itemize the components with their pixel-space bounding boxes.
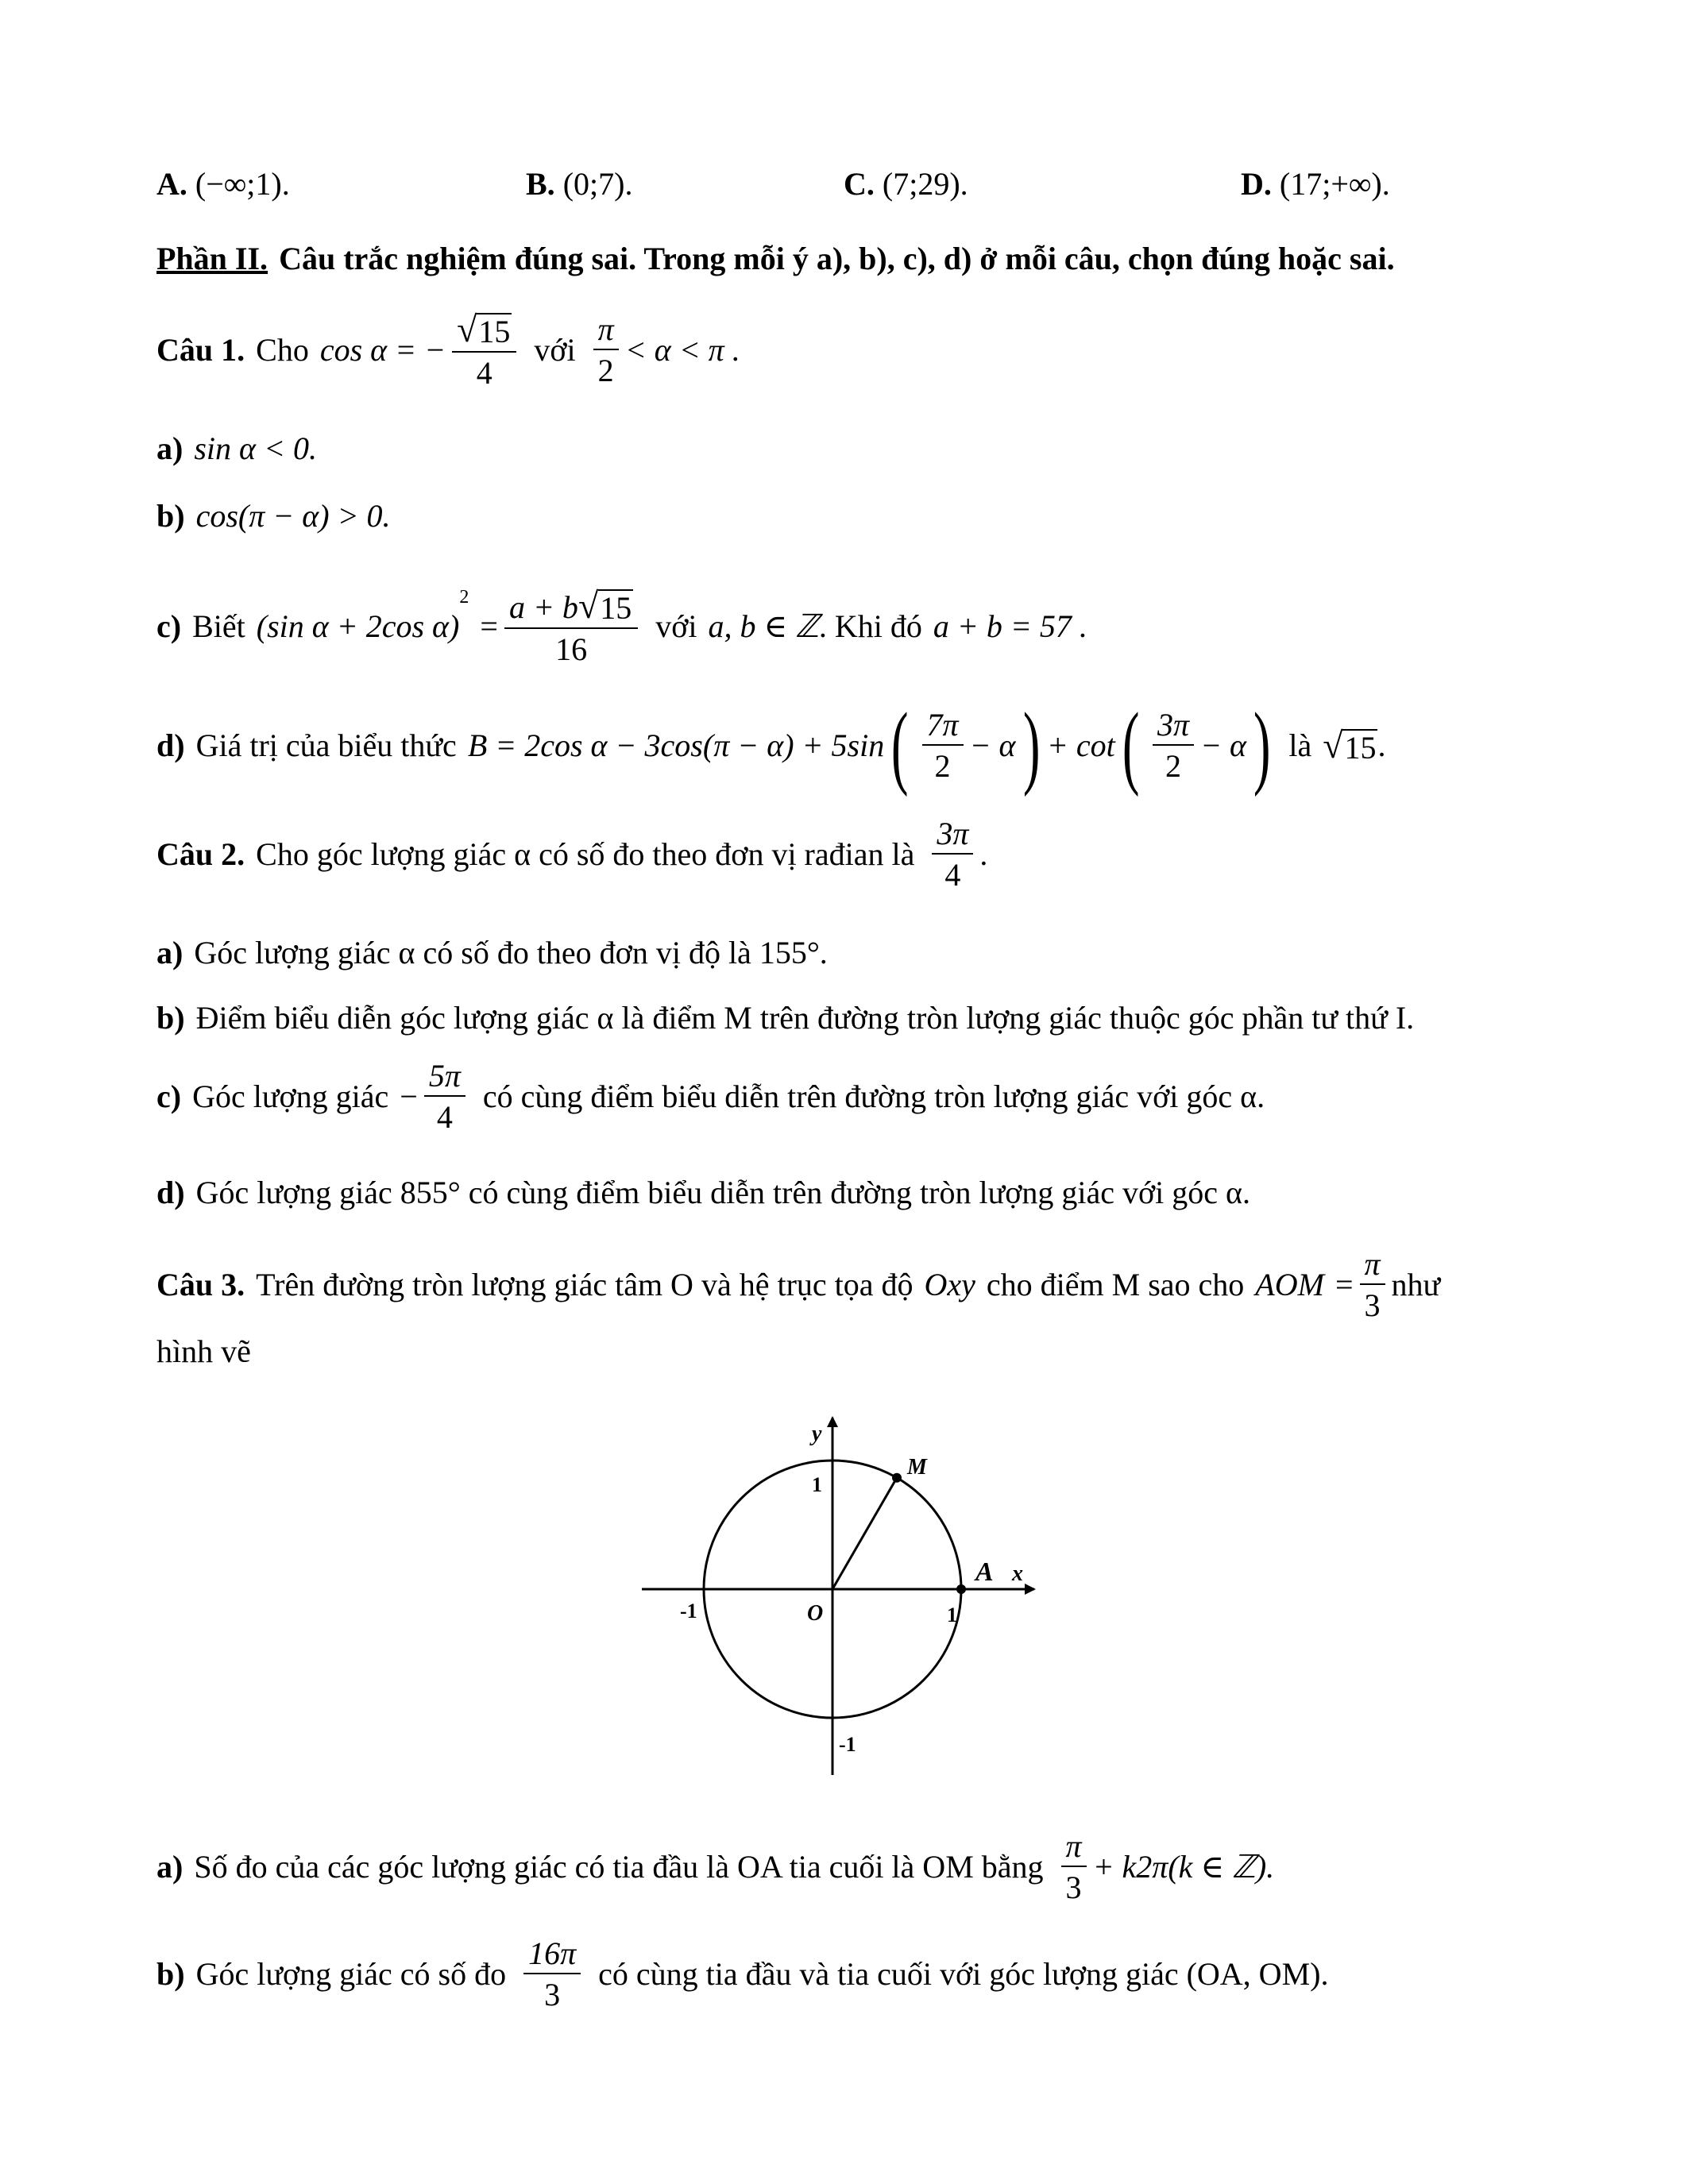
x-label: x: [1012, 1561, 1023, 1586]
point-a: [956, 1584, 966, 1594]
option-d: D. (17;+∞).: [1241, 166, 1390, 202]
q1-item-a: a) sin α < 0.: [156, 430, 317, 466]
q1-statement: Câu 1. Cho cos α = − √ 15 4 với $\frac{\pi}{2}$ < α < π .: [156, 309, 740, 391]
m-label: M: [907, 1455, 927, 1480]
option-b: B. (0;7).: [526, 166, 633, 202]
q3-statement-line2: hình vẽ: [156, 1333, 251, 1369]
unit-circle-figure: [635, 1414, 1049, 1779]
o-label: O: [807, 1601, 824, 1626]
y-label: y: [812, 1422, 822, 1446]
q3-item-a: a) Số đo của các góc lượng giác có tia đầu là OA tia cuối là OM bằng $\frac{\pi}{3}$ + k2π(k ∈ ℤ).: [156, 1828, 1275, 1905]
om-segment: [832, 1478, 897, 1589]
q1-item-b: b) cos(π − α) > 0.: [156, 498, 391, 534]
tick-label-minus1-x: -1: [680, 1599, 697, 1623]
q1-item-d: d) Giá trị của biểu thức B = 2cos α − 3cos(π − α) + 5sin ( $\frac{7\pi}{2}$ − α ) + cot ( $\frac{3\pi}{2}$ − α ) là √ 15 .: [156, 693, 1386, 797]
q2-item-b: b) Điểm biểu diễn góc lượng giác α là điểm M trên đường tròn lượng giác thuộc góc phần tư thứ I.: [156, 1000, 1415, 1036]
option-a: A. (−∞;1).: [156, 166, 290, 202]
a-label: A: [975, 1557, 994, 1587]
q2-statement: Câu 2. Cho góc lượng giác α có số đo theo đơn vị rađian là $\frac{3\pi}{4}$ .: [156, 816, 988, 893]
q2-item-d: d) Góc lượng giác 855° có cùng điểm biểu diễn trên đường tròn lượng giác với góc α.: [156, 1175, 1250, 1210]
q1-fraction: √ 15 4: [452, 311, 516, 389]
q1-c-fraction: a + b √ 15 16: [504, 588, 638, 666]
tick-label-1-y: 1: [812, 1473, 822, 1496]
q2-item-c: c) Góc lượng giác − $\frac{5\pi}{4}$ có cùng điểm biểu diễn trên đường tròn lượng giác với góc α.: [156, 1058, 1265, 1135]
tick-label-minus1-y: -1: [839, 1733, 856, 1756]
q3-statement: Câu 3. Trên đường tròn lượng giác tâm O và hệ trục tọa độ Oxy cho điểm M sao cho AOM = $\frac{\pi}{3}$ như: [156, 1246, 1441, 1323]
option-c: C. (7;29).: [844, 166, 968, 202]
q2-item-a: a) Góc lượng giác α có số đo theo đơn vị độ là 155°.: [156, 935, 828, 970]
tick-label-1-x: 1: [947, 1603, 957, 1626]
q1-item-c: c) Biết (sin α + 2cos α) 2 = a + b √ 15 16 với a, b ∈ ℤ . Khi đó a + b = 57 .: [156, 585, 1087, 667]
q3-item-b: b) Góc lượng giác có số đo $\frac{16\pi}{3}$ có cùng tia đầu và tia cuối với góc lượng giác (OA, OM).: [156, 1935, 1329, 2012]
part2-heading: Phần II. Câu trắc nghiệm đúng sai. Trong mỗi ý a), b), c), d) ở mỗi câu, chọn đúng hoặc sai.: [156, 241, 1395, 276]
point-m: [892, 1473, 902, 1483]
